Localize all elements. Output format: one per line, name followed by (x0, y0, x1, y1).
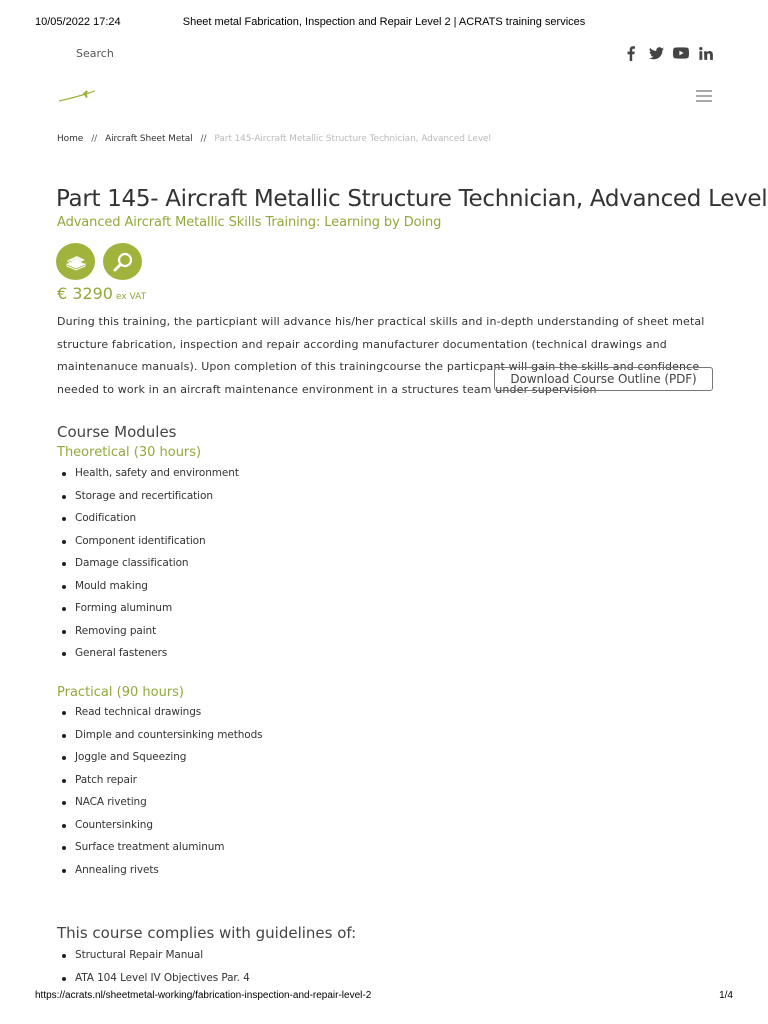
print-page-title: Sheet metal Fabrication, Inspection and Repair Level 2 | ACRATS training services (182, 16, 586, 28)
list-item: Removing paint (62, 625, 239, 648)
list-item: Storage and recertification (62, 490, 239, 513)
breadcrumb-current: Part 145-Aircraft Metallic Structure Technician, Advanced Level (214, 134, 491, 144)
course-badges (56, 243, 142, 280)
print-date: 10/05/2022 17:24 (35, 16, 121, 28)
practical-list (62, 706, 263, 886)
practical-heading: Practical (90 hours) (57, 685, 185, 700)
search-link[interactable]: Search (76, 47, 114, 60)
list-item: Component identification (62, 535, 239, 558)
compliance-heading: This course complies with guidelines of: (57, 924, 357, 942)
print-footer (35, 990, 733, 1004)
list-item: Forming aluminum (62, 602, 239, 625)
breadcrumb (57, 134, 491, 144)
download-course-outline-button[interactable]: Download Course Outline (PDF) (494, 367, 713, 391)
hamburger-menu-icon[interactable] (696, 90, 712, 103)
youtube-icon[interactable] (673, 44, 689, 62)
magnifier-icon (103, 243, 142, 280)
list-item: Codification (62, 512, 239, 535)
list-item: General fasteners (62, 647, 239, 670)
theoretical-heading: Theoretical (30 hours) (57, 445, 202, 460)
list-item: Mould making (62, 580, 239, 603)
airplane-logo-icon (58, 89, 96, 103)
list-item: Joggle and Squeezing (62, 751, 263, 774)
list-item: Countersinking (62, 819, 263, 842)
list-item: Patch repair (62, 774, 263, 797)
price-amount: € 3290 (57, 284, 113, 303)
course-description: During this training, the particpiant will advance his/her practical skills and in-depth understanding of sheet metal structure fabrication, inspection and repair according manufacturer documentation (technical drawings and maintenanuce manuals). Upon completion of this trainingcourse the particpant will gain the skills and confidence needed to work in an aircraft maintenance environment in a structures team under supervision (57, 315, 705, 396)
site-logo[interactable] (58, 88, 96, 107)
theoretical-list (62, 467, 239, 670)
list-item: Annealing rivets (62, 864, 263, 887)
list-item: Read technical drawings (62, 706, 263, 729)
list-item: ATA 104 Level IV Objectives Par. 4 (62, 972, 250, 995)
linkedin-icon[interactable] (698, 44, 714, 62)
list-item: Surface treatment aluminum (62, 841, 263, 864)
compliance-list (62, 949, 250, 994)
list-item: Damage classification (62, 557, 239, 580)
course-price (57, 284, 146, 303)
books-icon (56, 243, 95, 280)
twitter-icon[interactable] (648, 44, 664, 62)
facebook-icon[interactable] (623, 44, 639, 62)
list-item: Structural Repair Manual (62, 949, 250, 972)
print-header (35, 16, 733, 32)
social-links (623, 44, 714, 62)
price-vat-note: ex VAT (115, 292, 147, 302)
breadcrumb-separator: // (200, 134, 207, 144)
list-item: NACA riveting (62, 796, 263, 819)
list-item: Dimple and countersinking methods (62, 729, 263, 752)
page-title: Part 145- Aircraft Metallic Structure Technician, Advanced Level (56, 186, 768, 212)
breadcrumb-home[interactable]: Home (57, 134, 84, 144)
breadcrumb-separator: // (91, 134, 98, 144)
breadcrumb-aircraft-sheet-metal[interactable]: Aircraft Sheet Metal (105, 134, 193, 144)
print-page-number: 1/4 (719, 990, 733, 1001)
course-modules-heading: Course Modules (57, 423, 177, 441)
list-item: Health, safety and environment (62, 467, 239, 490)
page-subtitle: Advanced Aircraft Metallic Skills Training: Learning by Doing (57, 215, 442, 230)
print-url: https://acrats.nl/sheetmetal-working/fabrication-inspection-and-repair-level-2 (35, 990, 372, 1001)
